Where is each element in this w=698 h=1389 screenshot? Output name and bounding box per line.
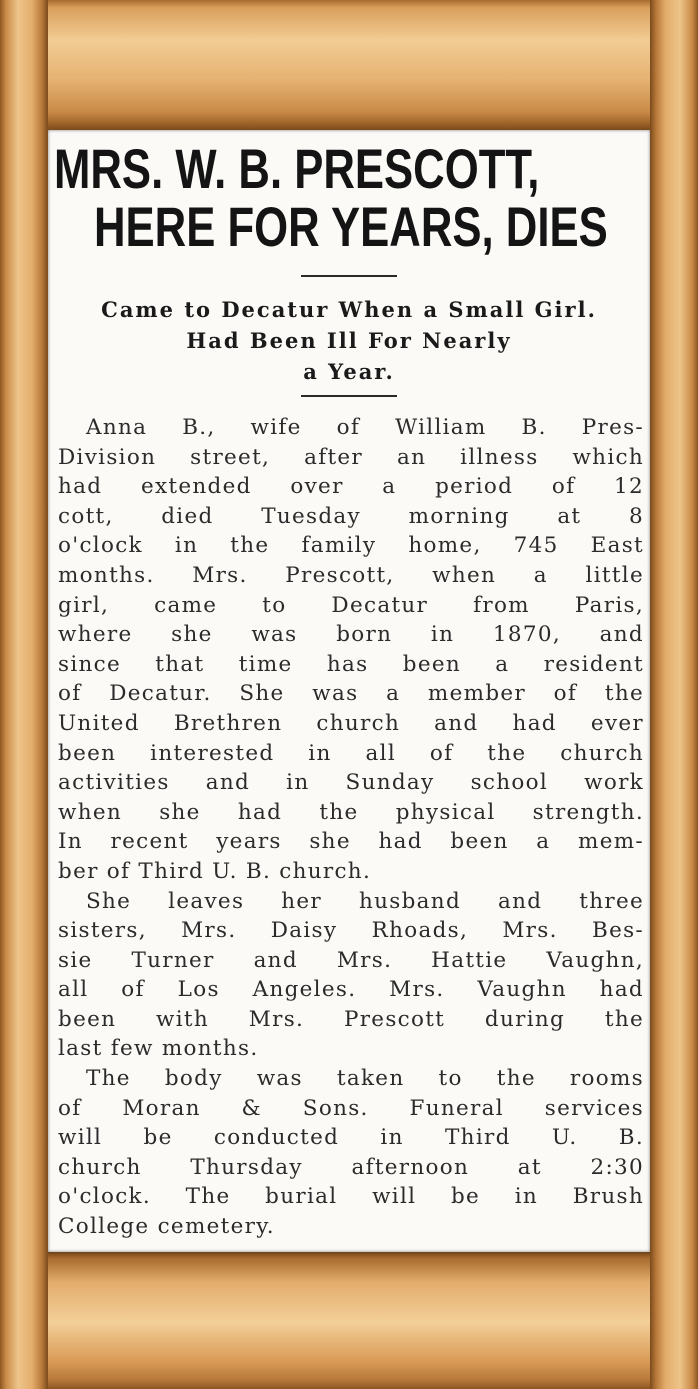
body-line: o'clock in the family home, 745 East <box>58 533 644 559</box>
article-body <box>58 413 644 1242</box>
paragraph-3 <box>58 1064 644 1242</box>
frame-left-border <box>0 0 48 1389</box>
headline-line-1: MRS. W. B. PRESCOTT, <box>54 137 540 200</box>
deck <box>48 294 650 387</box>
headline-line-2: HERE FOR YEARS, DIES <box>94 195 608 258</box>
body-line: sisters, Mrs. Daisy Rhoads, Mrs. Bes- <box>58 918 644 944</box>
body-line: months. Mrs. Prescott, when a little <box>58 562 644 588</box>
body-line: cott, died Tuesday morning at 8 <box>58 503 644 529</box>
body-line: College cemetery. <box>58 1214 275 1240</box>
body-line: ber of Third U. B. church. <box>58 858 372 884</box>
body-line: of Decatur. She was a member of the <box>58 681 644 707</box>
body-line: all of Los Angeles. Mrs. Vaughn had <box>58 977 644 1003</box>
body-line: of Moran & Sons. Funeral services <box>58 1095 644 1121</box>
body-line: sie Turner and Mrs. Hattie Vaughn, <box>58 947 644 973</box>
rule-divider-bottom <box>301 395 397 397</box>
body-line: had extended over a period of 12 <box>58 474 644 500</box>
body-line: The body was taken to the rooms <box>86 1066 644 1092</box>
body-line: been interested in all of the church <box>58 740 644 766</box>
body-line: o'clock. The burial will be in Brush <box>58 1184 644 1210</box>
body-line: church Thursday afternoon at 2:30 <box>58 1154 644 1180</box>
body-line: last few months. <box>58 1036 259 1062</box>
body-line: been with Mrs. Prescott during the <box>58 1006 644 1032</box>
body-line: Anna B., wife of William B. Pres- <box>86 415 644 440</box>
frame-bottom-border <box>0 1252 698 1389</box>
body-line: girl, came to Decatur from Paris, <box>58 592 644 618</box>
paragraph-2 <box>58 887 644 1065</box>
body-line: She leaves her husband and three <box>86 888 644 914</box>
frame-right-border <box>650 0 698 1389</box>
body-line: when she had the physical strength. <box>58 799 644 825</box>
body-line: In recent years she had been a mem- <box>58 829 644 855</box>
paragraph-1 <box>58 413 644 887</box>
body-line: where she was born in 1870, and <box>58 622 644 648</box>
newspaper-clipping <box>48 130 650 1252</box>
body-line: Division street, after an illness which <box>58 444 644 470</box>
body-line: United Brethren church and had ever <box>58 710 644 736</box>
deck-line-2: Had Been Ill For Nearly <box>186 328 512 353</box>
rule-divider-top <box>301 275 397 277</box>
body-line: will be conducted in Third U. B. <box>58 1125 644 1151</box>
frame-top-border <box>0 0 698 130</box>
body-line: activities and in Sunday school work <box>58 770 644 796</box>
deck-line-3: a Year. <box>303 359 395 384</box>
body-line: since that time has been a resident <box>58 651 644 677</box>
deck-line-1: Came to Decatur When a Small Girl. <box>101 297 597 322</box>
